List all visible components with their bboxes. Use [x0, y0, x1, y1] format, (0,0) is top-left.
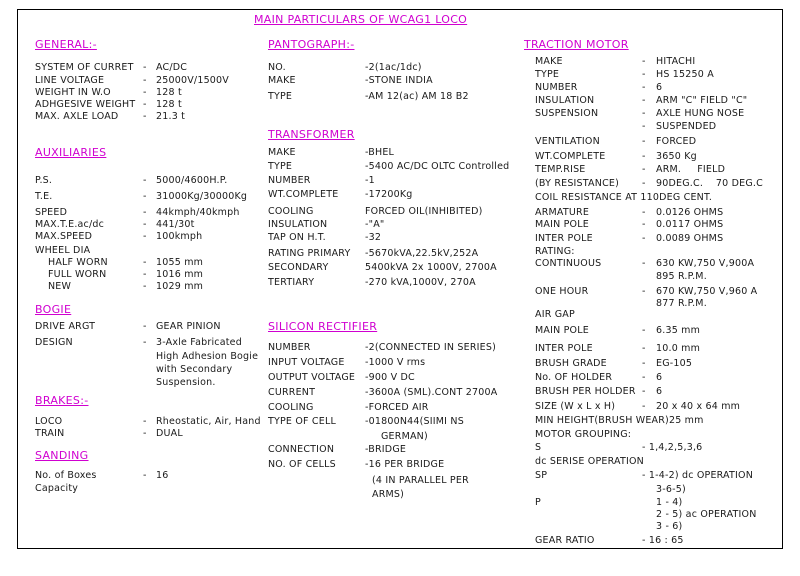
spec-value: -5400 AC/DC OLTC Controlled — [365, 161, 510, 172]
spec-label: VENTILATION — [535, 136, 600, 147]
spec-label: TAP ON H.T. — [268, 232, 326, 243]
spec-label: TYPE — [535, 69, 560, 80]
spec-value-continued: with Secondary — [156, 364, 233, 375]
spec-value: FORCED OIL(INHIBITED) — [365, 206, 483, 217]
spec-dash: - — [143, 62, 147, 73]
spec-value: AC/DC — [156, 62, 188, 73]
spec-label: TYPE — [268, 161, 293, 172]
spec-label: MAIN POLE — [535, 325, 589, 336]
spec-value: 0.0089 OHMS — [656, 233, 724, 244]
page-title: MAIN PARTICULARS OF WCAG1 LOCO — [254, 13, 468, 26]
spec-label: No. OF HOLDER — [535, 372, 613, 383]
spec-value: 1016 mm — [156, 269, 204, 280]
spec-dash: - — [642, 401, 646, 412]
spec-value: HITACHI — [656, 56, 696, 67]
spec-value: 1029 mm — [156, 281, 204, 292]
spec-dash: - — [143, 191, 147, 202]
spec-value: 6 — [656, 82, 663, 93]
spec-value: 3650 Kg — [656, 151, 697, 162]
spec-label: FULL WORN — [48, 269, 107, 280]
pantograph-heading: PANTOGRAPH:- — [268, 38, 355, 51]
spec-label: P.S. — [35, 175, 53, 186]
spec-label: SYSTEM OF CURRET — [35, 62, 134, 73]
spec-label: ADHGESIVE WEIGHT — [35, 99, 136, 110]
spec-label: BRUSH PER HOLDER — [535, 386, 636, 397]
spec-value-continued: GERMAN) — [381, 431, 428, 442]
spec-dash: - — [642, 219, 646, 230]
spec-dash: - — [143, 269, 147, 280]
spec-label: NUMBER — [268, 342, 311, 353]
spec-label: INSULATION — [268, 219, 328, 230]
spec-value: 3-Axle Fabricated — [156, 337, 242, 348]
dc-series-operation: dc SERISE OPERATION — [535, 456, 644, 467]
spec-label: NEW — [48, 281, 72, 292]
spec-label: TERTIARY — [268, 277, 315, 288]
continuous-rpm: 895 R.P.M. — [656, 271, 707, 282]
grouping-p-label: P — [535, 497, 541, 508]
spec-value: GEAR PINION — [156, 321, 221, 332]
air-gap-label: AIR GAP — [535, 309, 575, 320]
spec-label: MAKE — [535, 56, 563, 67]
gear-ratio-label: GEAR RATIO — [535, 535, 595, 546]
spec-value: AXLE HUNG NOSE — [656, 108, 745, 119]
grouping-sp-value-continued: 3-6-5) — [656, 484, 686, 495]
grouping-p-value-continued: 3 - 6) — [656, 521, 683, 532]
spec-value: 5000/4600H.P. — [156, 175, 228, 186]
spec-value: 20 x 40 x 64 mm — [656, 401, 741, 412]
motor-grouping-label: MOTOR GROUPING: — [535, 429, 632, 440]
spec-value: 6 — [656, 386, 663, 397]
spec-label: BRUSH GRADE — [535, 358, 607, 369]
spec-value: 21.3 t — [156, 111, 186, 122]
spec-label: RATING PRIMARY — [268, 248, 351, 259]
bogie-heading: BOGIE — [35, 303, 72, 316]
spec-label: COOLING — [268, 206, 314, 217]
spec-label: No. of Boxes — [35, 470, 97, 481]
spec-dash: - — [642, 233, 646, 244]
spec-label: INTER POLE — [535, 343, 593, 354]
spec-label: CURRENT — [268, 387, 316, 398]
spec-value: EG-105 — [656, 358, 693, 369]
spec-label: OUTPUT VOLTAGE — [268, 372, 356, 383]
one-hour-rpm: 877 R.P.M. — [656, 298, 707, 309]
spec-label: INTER POLE — [535, 233, 593, 244]
spec-value: 0.0117 OHMS — [656, 219, 724, 230]
spec-label: LINE VOLTAGE — [35, 75, 105, 86]
spec-dash: - — [143, 416, 147, 427]
spec-value: 5400kVA 2x 1000V, 2700A — [365, 262, 497, 273]
spec-label: MAIN POLE — [535, 219, 589, 230]
spec-value: -2(1ac/1dc) — [365, 62, 422, 73]
spec-label: Capacity — [35, 483, 79, 494]
grouping-p-value: 1 - 4) — [656, 497, 683, 508]
grouping-sp-label: SP — [535, 470, 548, 481]
grouping-s-label: S — [535, 442, 542, 453]
spec-dash: - — [642, 207, 646, 218]
spec-value: -3600A (SML).CONT 2700A — [365, 387, 498, 398]
continuous-value: 630 KW,750 V,900A — [656, 258, 755, 269]
spec-value: -900 V DC — [365, 372, 415, 383]
wheel-dia-label: WHEEL DIA — [35, 245, 91, 256]
gear-ratio-value: - 16 : 65 — [642, 535, 684, 546]
spec-dash: - — [642, 121, 646, 132]
spec-value: 90DEG.C. 70 DEG.C — [656, 178, 763, 189]
spec-value: 128 t — [156, 87, 182, 98]
spec-value: -5670kVA,22.5kV,252A — [365, 248, 479, 259]
spec-value: -16 PER BRIDGE — [365, 459, 445, 470]
spec-label: NUMBER — [535, 82, 578, 93]
spec-dash: - — [642, 151, 646, 162]
spec-value: -AM 12(ac) AM 18 B2 — [365, 91, 469, 102]
spec-dash: - — [143, 111, 147, 122]
spec-dash: - — [143, 257, 147, 268]
spec-dash: - — [642, 286, 646, 297]
spec-value-continued: Suspension. — [156, 377, 216, 388]
spec-label: NUMBER — [268, 175, 311, 186]
transformer-heading: TRANSFORMER — [268, 128, 355, 141]
spec-value: 100kmph — [156, 231, 203, 242]
spec-label: NO. OF CELLS — [268, 459, 336, 470]
spec-label: TYPE OF CELL — [268, 416, 336, 427]
spec-dash: - — [642, 343, 646, 354]
spec-label: NO. — [268, 62, 286, 73]
continuous-label: CONTINUOUS — [535, 258, 602, 269]
spec-label: LOCO — [35, 416, 63, 427]
spec-dash: - — [642, 69, 646, 80]
spec-value: FORCED — [656, 136, 697, 147]
spec-dash: - — [143, 175, 147, 186]
spec-value: -"A" — [365, 219, 385, 230]
spec-label: SIZE (W x L x H) — [535, 401, 616, 412]
spec-value: -BRIDGE — [365, 444, 407, 455]
spec-dash: - — [143, 87, 147, 98]
spec-dash: - — [642, 372, 646, 383]
coil-resistance-label: COIL RESISTANCE AT 110DEG CENT. — [535, 192, 713, 203]
spec-label: WT.COMPLETE — [268, 189, 339, 200]
spec-value: 44kmph/40kmph — [156, 207, 240, 218]
spec-value: ARM "C" FIELD "C" — [656, 95, 748, 106]
spec-dash: - — [642, 386, 646, 397]
spec-value: 0.0126 OHMS — [656, 207, 724, 218]
spec-dash: - — [642, 108, 646, 119]
spec-dash: - — [642, 95, 646, 106]
spec-label: INPUT VOLTAGE — [268, 357, 345, 368]
spec-value: -BHEL — [365, 147, 395, 158]
spec-value: -2(CONNECTED IN SERIES) — [365, 342, 496, 353]
grouping-sp-value: - 1-4-2) dc OPERATION — [642, 470, 754, 481]
spec-label: INSULATION — [535, 95, 595, 106]
spec-dash: - — [642, 82, 646, 93]
spec-value-continued: High Adhesion Bogie — [156, 351, 259, 362]
spec-dash: - — [143, 207, 147, 218]
spec-value: HS 15250 A — [656, 69, 714, 80]
spec-label: (BY RESISTANCE) — [535, 178, 620, 189]
spec-label: T.E. — [35, 191, 53, 202]
spec-label: MAKE — [268, 75, 296, 86]
spec-value: 10.0 mm — [656, 343, 701, 354]
spec-label: TEMP.RISE — [535, 164, 586, 175]
spec-value-continued: ARMS) — [372, 489, 405, 500]
spec-value: 25000V/1500V — [156, 75, 229, 86]
spec-value: -FORCED AIR — [365, 402, 429, 413]
spec-dash: - — [642, 136, 646, 147]
spec-dash: - — [143, 428, 147, 439]
spec-dash: - — [143, 337, 147, 348]
grouping-p-value-continued: 2 - 5) ac OPERATION — [656, 509, 757, 520]
spec-label: SUSPENSION — [535, 108, 599, 119]
spec-label: ARMATURE — [535, 207, 590, 218]
spec-value: 31000Kg/30000Kg — [156, 191, 248, 202]
spec-label: WEIGHT IN W.O — [35, 87, 111, 98]
one-hour-label: ONE HOUR — [535, 286, 589, 297]
spec-label: MAX. AXLE LOAD — [35, 111, 119, 122]
spec-label: TRAIN — [35, 428, 65, 439]
spec-value: -01800N44(SIIMI NS — [365, 416, 464, 427]
spec-value: ARM. FIELD — [656, 164, 726, 175]
spec-label: WT.COMPLETE — [535, 151, 606, 162]
spec-label: SECONDARY — [268, 262, 329, 273]
spec-value: 16 — [156, 470, 169, 481]
spec-value: 6.35 mm — [656, 325, 701, 336]
spec-value: 441/30t — [156, 219, 195, 230]
spec-label: SPEED — [35, 207, 68, 218]
spec-value: Rheostatic, Air, Hand — [156, 416, 261, 427]
spec-dash: - — [642, 358, 646, 369]
traction-motor-heading: TRACTION MOTOR — [524, 38, 629, 51]
spec-label: HALF WORN — [48, 257, 108, 268]
spec-dash: - — [642, 325, 646, 336]
spec-value: SUSPENDED — [656, 121, 717, 132]
spec-label: TYPE — [268, 91, 293, 102]
spec-label: MAKE — [268, 147, 296, 158]
spec-dash: - — [642, 178, 646, 189]
auxiliaries-heading: AUXILIARIES — [35, 146, 107, 159]
spec-dash: - — [642, 258, 646, 269]
sanding-heading: SANDING — [35, 449, 89, 462]
brakes-heading: BRAKES:- — [35, 394, 89, 407]
min-height-label: MIN HEIGHT(BRUSH WEAR)25 mm — [535, 415, 704, 426]
spec-dash: - — [642, 164, 646, 175]
grouping-s-value: - 1,4,2,5,3,6 — [642, 442, 703, 453]
spec-dash: - — [143, 231, 147, 242]
spec-value: 6 — [656, 372, 663, 383]
spec-dash: - — [143, 75, 147, 86]
spec-value-continued: (4 IN PARALLEL PER — [372, 475, 469, 486]
spec-label: COOLING — [268, 402, 314, 413]
spec-label: MAX.T.E.ac/dc — [35, 219, 105, 230]
spec-dash: - — [143, 470, 147, 481]
spec-label: MAX.SPEED — [35, 231, 93, 242]
spec-dash: - — [642, 56, 646, 67]
spec-value: -1000 V rms — [365, 357, 426, 368]
spec-value: -1 — [365, 175, 375, 186]
spec-label: DRIVE ARGT — [35, 321, 96, 332]
spec-dash: - — [143, 321, 147, 332]
spec-dash: - — [143, 99, 147, 110]
general-heading: GENERAL:- — [35, 38, 97, 51]
spec-label: DESIGN — [35, 337, 73, 348]
rectifier-heading: SILICON RECTIFIER — [268, 320, 378, 333]
one-hour-value: 670 KW,750 V,960 A — [656, 286, 758, 297]
spec-label: CONNECTION — [268, 444, 335, 455]
spec-value: 128 t — [156, 99, 182, 110]
spec-value: 1055 mm — [156, 257, 204, 268]
spec-value: -32 — [365, 232, 382, 243]
spec-value: -STONE INDIA — [365, 75, 433, 86]
spec-value: -17200Kg — [365, 189, 413, 200]
spec-dash: - — [143, 219, 147, 230]
spec-value: DUAL — [156, 428, 183, 439]
spec-dash: - — [143, 281, 147, 292]
rating-label: RATING: — [535, 246, 575, 257]
spec-value: -270 kVA,1000V, 270A — [365, 277, 476, 288]
